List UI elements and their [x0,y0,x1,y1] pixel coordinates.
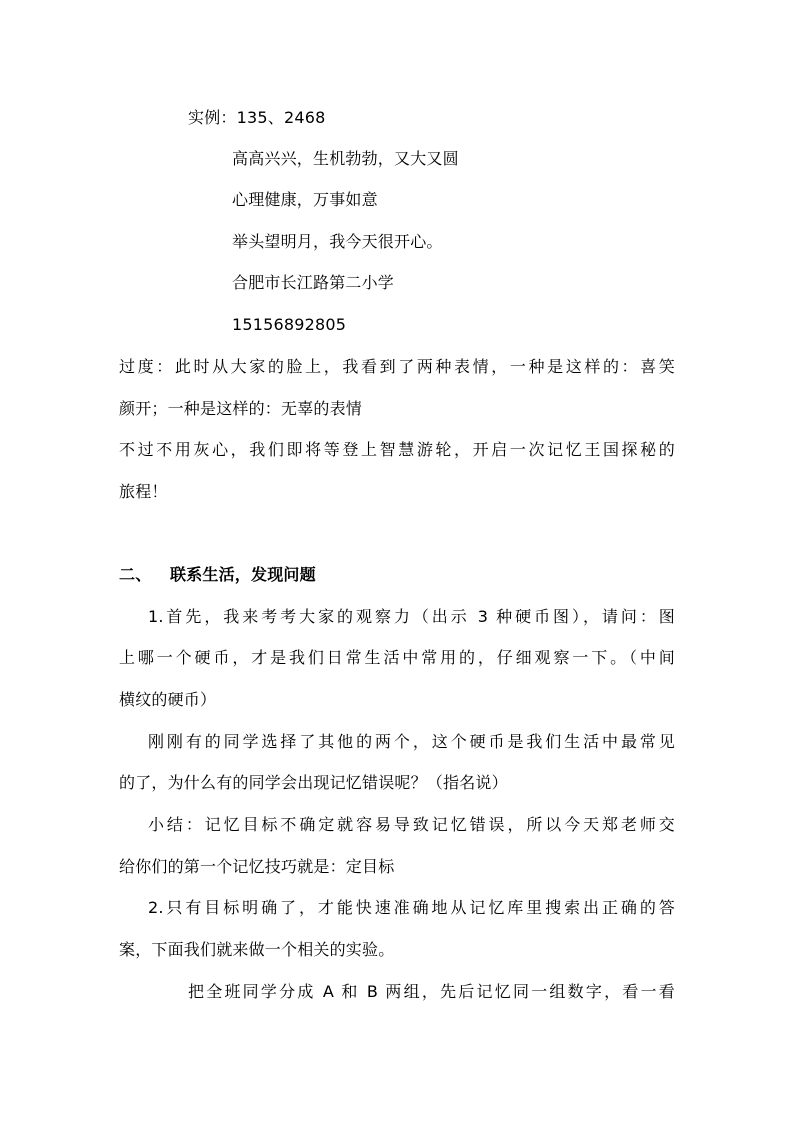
section-number: 二、 [119,565,152,584]
body-line: 把全班同学分成 A 和 B 两组，先后记忆同一组数字，看一看 [188,982,675,1001]
transition-line: 过度：此时从大家的脸上，我看到了两种表情，一种是这样的：喜笑 [119,357,675,376]
example-line: 心理健康，万事如意 [232,190,378,209]
transition-line: 不过不用灰心，我们即将等登上智慧游轮，开启一次记忆王国探秘的 [119,440,675,459]
body-line: 小结：记忆目标不确定就容易导致记忆错误，所以今天郑老师交 [148,815,675,834]
example-line: 合肥市长江路第二小学 [232,273,395,292]
body-line: 刚刚有的同学选择了其他的两个，这个硬币是我们生活中最常见 [148,732,675,751]
transition-line: 旅程！ [119,482,168,501]
example-label: 实例：135、2468 [188,108,326,127]
body-line: 案，下面我们就来做一个相关的实验。 [119,940,395,959]
example-line: 举头望明月，我今天很开心。 [232,232,443,251]
body-line: 给你们的第一个记忆技巧就是：定目标 [119,857,395,876]
section-title: 联系生活，发现问题 [170,565,316,584]
body-line: 1.首先，我来考考大家的观察力（出示 3 种硬币图），请问：图 [148,607,675,626]
body-line: 的了，为什么有的同学会出现记忆错误呢？（指名说） [119,773,508,792]
example-line: 高高兴兴，生机勃勃，又大又圆 [232,149,459,168]
transition-line: 颜开；一种是这样的：无辜的表情 [119,399,363,418]
body-line: 2.只有目标明确了，才能快速准确地从记忆库里搜索出正确的答 [148,898,675,917]
body-line: 上哪一个硬币，才是我们日常生活中常用的，仔细观察一下。（中间 [119,648,675,667]
example-line: 15156892805 [232,315,347,334]
body-line: 横纹的硬币） [119,690,217,709]
